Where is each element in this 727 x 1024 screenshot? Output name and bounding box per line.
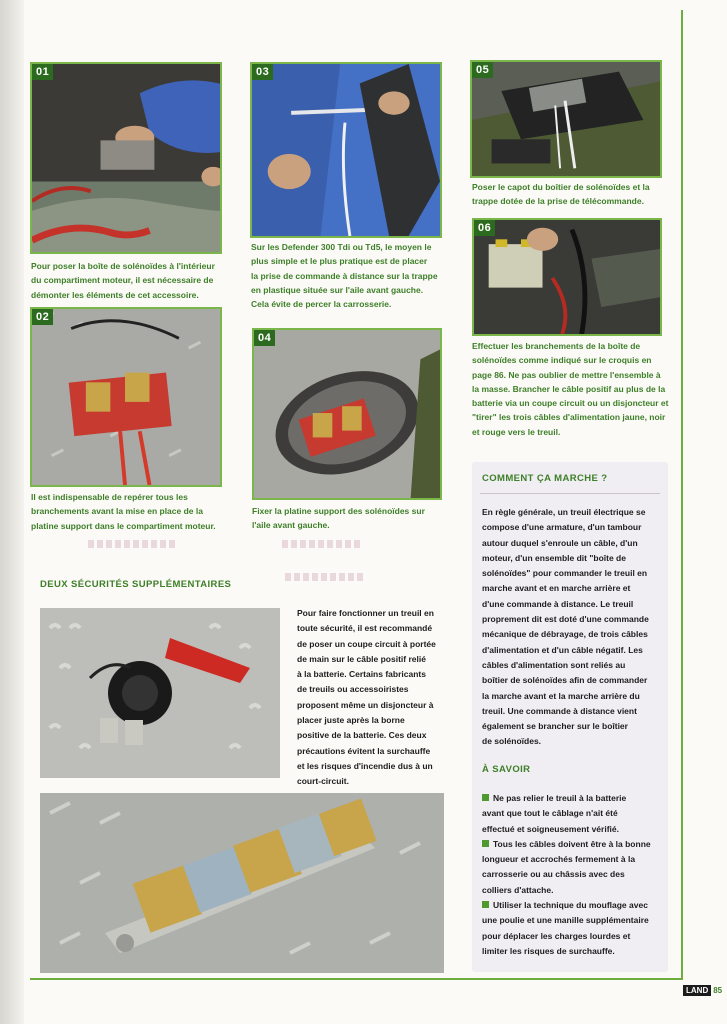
safety-text: Pour faire fonctionner un treuil en toute sécurité, il est recommandé de poser un coupe circuit à portée de main sur le câble positif relié à la batterie. Certains fabricants de treuils ou accessoiristes proposent même un disjoncteur à placer juste après la borne positive de la batterie. Ces deux précautions évitent la surchauffe et les risques d'incendie dus à un court-circuit. xyxy=(297,608,436,787)
box-divider xyxy=(480,493,660,494)
bullet-icon xyxy=(482,840,489,847)
photo-solenoid-box xyxy=(40,793,444,973)
page-edge-shadow xyxy=(0,0,24,1024)
photo-03 xyxy=(250,62,442,238)
magazine-name: LAND xyxy=(683,985,711,996)
to-know-item: Ne pas relier le treuil à la batterie avant que tout le câblage n'ait été effectué et soigneusement vérifié. xyxy=(482,793,627,834)
photo-number: 01 xyxy=(32,64,53,80)
how-it-works-heading: COMMENT ÇA MARCHE ? xyxy=(482,473,608,484)
to-know-item: Utiliser la technique du mouflage avec une poulie et une manille supplémentaire pour déplacer les charges lourdes et limiter les risques de surchauffe. xyxy=(482,900,649,956)
bullet-icon xyxy=(482,794,489,801)
photo-01 xyxy=(30,62,222,254)
bottom-border-line xyxy=(30,978,683,980)
photo-06-caption: Effectuer les branchements de la boîte de solénoïdes comme indiqué sur le croquis en page 86. Ne pas oublier de mettre l'ensemble à la masse. Brancher le câble positif au plus de la batterie via un coupe circuit ou un disjoncteur et "tirer" les trois câbles d'alimentation jaune, noir et rouge vers le treuil. xyxy=(472,341,669,437)
photo-01-caption: Pour poser la boîte de solénoïdes à l'intérieur du compartiment moteur, il est nécessaire de démonter les éléments de cet accessoire. xyxy=(31,261,215,300)
to-know-list xyxy=(482,791,672,959)
photo-number: 06 xyxy=(474,220,495,236)
photo-05 xyxy=(470,60,662,178)
how-it-works-text: En règle générale, un treuil électrique se compose d'une armature, d'un tambour autour duquel s'enroule un câble, d'un moteur, d'un ensemble dit "boîte de solénoïdes" pour commander le treuil en marche avant et en marche arrière et d'une commande à distance. Le treuil proprement dit est doté d'une commande mécanique de débrayage, de trois câbles d'alimentation et d'un câble négatif. Les câbles d'alimentation sont reliés au boîtier de solénoïdes afin de commander la marche avant et la marche arrière du treuil. Une commande à distance vient également se brancher sur le boîtier de solénoïdes. xyxy=(482,507,649,747)
photo-04-caption: Fixer la platine support des solénoïdes sur l'aile avant gauche. xyxy=(252,506,425,531)
right-border-line xyxy=(681,10,683,978)
photo-number: 04 xyxy=(254,330,275,346)
safety-heading: DEUX SÉCURITÉS SUPPLÉMENTAIRES xyxy=(40,579,232,590)
photo-03-caption: Sur les Defender 300 Tdi ou Td5, le moyen le plus simple et le plus pratique est de placer la prise de commande à distance sur la trappe en plastique située sur l'aile avant gauche. Cela évite de percer la carrosserie. xyxy=(251,242,438,310)
to-know-item: Tous les câbles doivent être à la bonne longueur et accrochés fermement à la carrosserie ou au châssis avec des colliers d'attache. xyxy=(482,838,651,895)
page-number: 85 xyxy=(713,986,723,995)
photo-02-caption: Il est indispensable de repérer tous les branchements avant la mise en place de la platine support dans le compartiment moteur. xyxy=(31,492,216,531)
photo-number: 02 xyxy=(32,309,53,325)
photo-number: 05 xyxy=(472,62,493,78)
photo-number: 03 xyxy=(252,64,273,80)
to-know-heading: À SAVOIR xyxy=(482,764,531,775)
photo-04 xyxy=(252,328,442,500)
decorative-arrows xyxy=(282,540,362,548)
decorative-arrows xyxy=(285,573,365,581)
bullet-icon xyxy=(482,901,489,908)
page-footer xyxy=(683,986,722,998)
photo-06 xyxy=(472,218,662,336)
photo-05-caption: Poser le capot du boîtier de solénoïdes et la trappe dotée de la prise de télécommande. xyxy=(472,182,650,207)
photo-02 xyxy=(30,307,222,487)
decorative-arrows xyxy=(88,540,178,548)
photo-circuit-breaker xyxy=(40,608,280,778)
